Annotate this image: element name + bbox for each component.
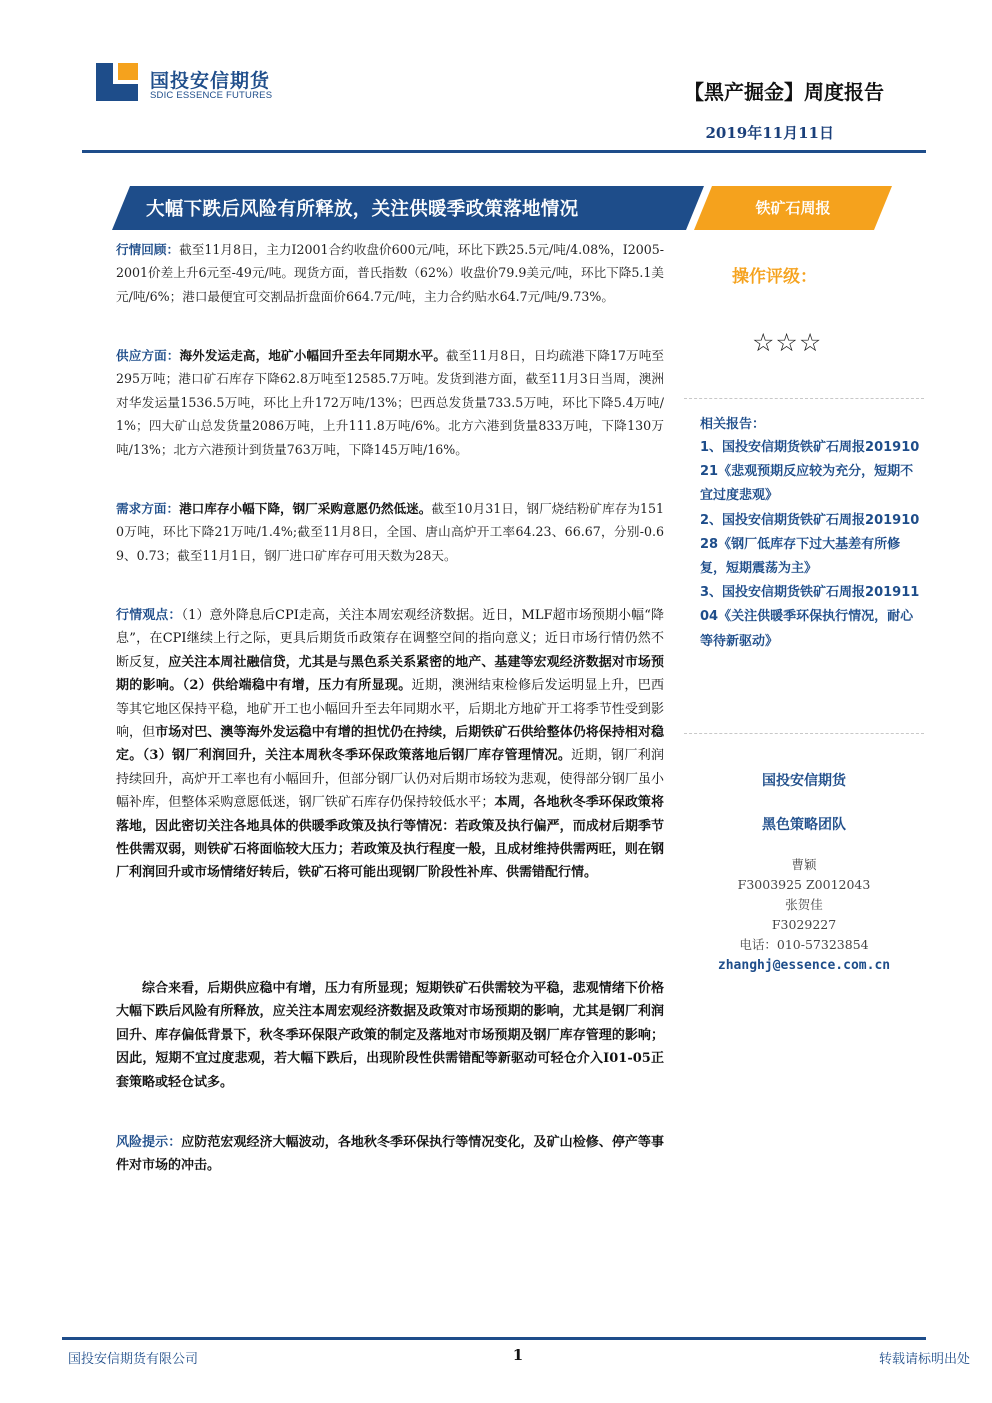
report-type: 【黑产掘金】周度报告 [684,80,884,104]
related-reports [700,414,922,654]
section-risk [116,1131,664,1178]
footer-company: 国投安信期货有限公司 [68,1352,199,1367]
header-divider [82,150,926,153]
section-highlight: 港口库存小幅下降，钢厂采购意愿仍然低迷。 [179,501,432,516]
section-text: 近期，澳洲结束检修后发运明显上升，巴西等其它地区保持平稳，地矿开工也小幅回升至去年同期水平，后期北方地矿开工将季节性受到影响，但 [116,678,664,741]
analyst-name: 曹颖 [791,857,817,872]
company-name: 国投安信期货 [762,773,846,789]
category-tag: 铁矿石周报 [755,199,831,217]
analyst-license: F3029227 [771,917,837,932]
section-highlight: 应防范宏观经济大幅波动，各地秋冬季环保执行等情况变化，及矿山检修、停产等事件对市场的冲击。 [116,1135,664,1174]
section-highlight: 市场对巴、澳等海外发运稳中有增的担忧仍在持续，后期铁矿石供给整体仍将保持相对稳定。（3）钢厂利润回升，关注本周秋冬季环保政策落地后钢厂库存管理情况。 [116,725,664,764]
section-text: 截至10月31日，钢厂烧结粉矿库存为1510万吨，环比下降21万吨/1.4%;截至11月8日，全国、唐山高炉开工率64.23、66.67，分别-0.69、0.73；截至11月1日，钢厂进口矿库存可用天数为28天。 [116,501,665,563]
related-report-link[interactable]: 2、国投安信期货铁矿石周报20191028《钢厂低库存下过大基差有所修复，短期震荡为主》 [700,512,920,577]
section-highlight: 海外发运走高，地矿小幅回升至去年同期水平。 [179,348,447,363]
section-market-view [116,604,664,885]
section-label: 行情回顾： [116,242,180,257]
sidebar-divider [684,733,924,734]
report-title: 大幅下跌后风险有所释放，关注供暖季政策落地情况 [146,199,579,220]
team-name: 黑色策略团队 [762,817,846,833]
section-supply [116,344,664,461]
company-logo-icon [96,63,138,101]
section-text: 截至11月8日，日均疏港下降17万吨至295万吨；港口矿石库存下降62.8万吨至12585.7万吨。发货到港方面，截至11月3日当周，澳洲对华发运量1536.5万吨，环比上升172万吨/13%；巴西总发货量733.5万吨，环比下降5.4万吨/1%；四大矿山总发货量2086万吨，上升111.8万吨/6%。北方六港到货量833万吨，下降130万吨/13%；北方六港预计到货量763万吨，下降145万吨/16%。 [116,348,664,457]
section-text: （1）意外降息后CPI走高，关注本周宏观经济数据。近日，MLF超市场预期小幅“降息”，在CPI继续上行之际，更具后期货币政策存在调整空间的指向意义；近日市场行情仍然不断反复， [116,608,664,670]
section-summary [116,977,664,1094]
section-label: 行情观点： [116,608,182,623]
section-highlight: 应关注本周社融信贷，尤其是与黑色系关系紧密的地产、基建等宏观经济数据对市场预期的影响。（2）供给端稳中有增，压力有所显现。 [116,654,664,694]
phone-number: 电话：010-57323854 [739,937,869,952]
rating-stars-icon: ☆☆☆ [752,328,823,357]
footer-notice: 转载请标明出处 [878,1352,970,1367]
summary-text: 综合来看，后期供应稳中有增，压力有所显现；短期铁矿石供需较为平稳，悲观情绪下价格大幅下跌后风险有所释放，应关注本周宏观经济数据及政策对市场预期的影响，尤其是钢厂利润回升、库存偏低背景下，秋冬季环保限产政策的制定及落地对市场预期及钢厂库存管理的影响；因此，短期不宜过度悲观，若大幅下跌后，出现阶段性供需错配等新驱动可轻仓介入I01-05正套策略或轻仓试多。 [116,981,664,1090]
footer-divider [62,1337,926,1340]
rating-label: 操作评级： [732,267,817,287]
page-number: 1 [512,1346,524,1364]
related-reports-title: 相关报告： [700,417,766,432]
section-demand [116,497,664,567]
section-label: 供应方面： [116,348,180,363]
analyst-name: 张贺佳 [785,897,823,912]
email-link[interactable]: zhanghj@essence.com.cn [717,958,891,973]
section-label: 需求方面： [116,501,180,516]
report-date: 2019年11月11日 [705,124,834,142]
analyst-license: F3003925 Z0012043 [737,877,871,892]
company-logo-name: 国投安信期货 [150,70,271,92]
section-highlight: 本周，各地秋冬季环保政策将落地，因此密切关注各地具体的供暖季政策及执行等情况：若政策及执行偏严，而成材后期季节性供需双弱，则铁矿石将面临较大压力；若政策及执行程度一般，且成材维持供需两旺，则在钢厂利润回升或市场情绪好转后，铁矿石将可能出现钢厂阶段性补库、供需错配行情。 [116,795,664,881]
analyst-contacts [684,855,924,955]
company-logo-english: SDIC ESSENCE FUTURES [150,90,273,101]
section-text: 近期，钢厂利润持续回升，高炉开工率也有小幅回升，但部分钢厂认仍对后期市场较为悲观，使得部分钢厂虽小幅补库，但整体采购意愿低迷，钢厂铁矿石库存仍保持较低水平； [116,748,664,811]
section-text: 截至11月8日，主力I2001合约收盘价600元/吨，环比下跌25.5元/吨/4.08%，I2005-2001价差上升6元至-49元/吨。现货方面，普氏指数（62%）收盘价79.9美元/吨，环比下降5.1美元/吨/6%；港口最便宜可交割品折盘面价664.7元/吨，主力合约贴水64.7元/吨/9.73%。 [116,242,664,304]
related-report-link[interactable]: 3、国投安信期货铁矿石周报20191104《关注供暖季环保执行情况，耐心等待新驱动》 [700,585,920,649]
section-label: 风险提示： [116,1135,182,1150]
sidebar-divider [684,398,924,399]
section-market-review [116,238,664,308]
related-report-link[interactable]: 1、国投安信期货铁矿石周报20191021《悲观预期反应较为充分，短期不宜过度悲观》 [700,440,920,504]
